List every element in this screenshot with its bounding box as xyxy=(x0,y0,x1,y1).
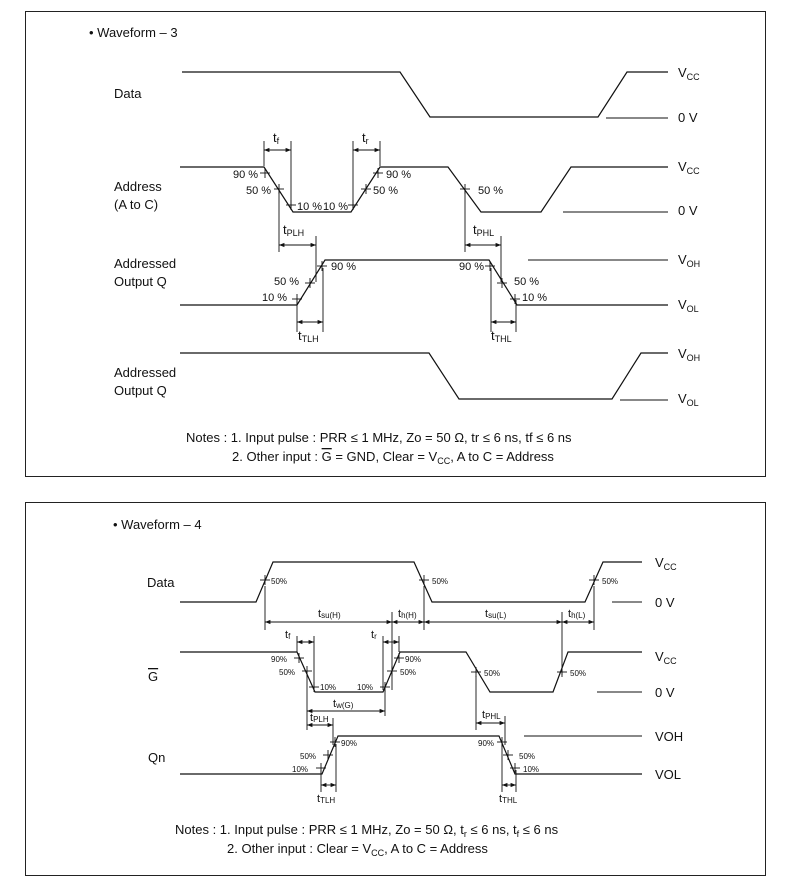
out-pct-90-fall: 90 % xyxy=(459,261,485,273)
addr-pct-50-fall: 50 % xyxy=(246,185,272,197)
label-th-h: th(H) xyxy=(398,608,417,620)
level-0v: 0 V xyxy=(678,110,698,125)
out-pct-10: 10 % xyxy=(262,292,288,304)
p2-label-data: Data xyxy=(147,575,175,590)
addr-pct-10-low: 10 % xyxy=(297,201,323,213)
out-pct-50: 50 % xyxy=(274,276,300,288)
p2-level-vcc-2: $V_{CC}$ xyxy=(655,649,677,666)
addressed-output-waveform xyxy=(180,260,668,305)
panel2-title: • Waveform – 4 xyxy=(113,517,202,532)
out-pct-50-fall: 50 % xyxy=(514,276,540,288)
p2-label-tplh: tPLH xyxy=(310,712,329,724)
out-pct-90: 90 % xyxy=(331,261,357,273)
data-waveform-3 xyxy=(182,72,668,118)
level-0v-2: 0 V xyxy=(678,203,698,218)
p2-label-tthl: tTHL xyxy=(499,793,518,805)
panel1-title: • Waveform – 3 xyxy=(89,25,178,40)
data-waveform-4 xyxy=(180,562,642,602)
p2-tf-dimension xyxy=(297,636,314,690)
g-pct-50-rise2: 50% xyxy=(570,669,587,678)
addr-pct-90-rise: 90 % xyxy=(386,169,412,181)
addr-pct-50-rise: 50 % xyxy=(373,185,399,197)
p2-level-0v: 0 V xyxy=(655,595,675,610)
level-voh-2: $V_{OH}$ xyxy=(678,346,701,363)
panel-waveform-3 xyxy=(26,12,766,477)
tthl-dimension xyxy=(491,268,516,332)
qn-waveform xyxy=(180,736,642,774)
label-tthl: tTHL xyxy=(491,328,512,344)
qn-pct-90: 90% xyxy=(341,739,358,748)
label-tf: tf xyxy=(273,130,280,146)
p2-level-0v-2: 0 V xyxy=(655,685,675,700)
panel2-notes-1: Notes : 1. Input pulse : PRR ≤ 1 MHz, Zo = 50 Ω, $t_r \le 6$ ns, $t_f \le 6$ ns xyxy=(175,822,559,839)
ttlh-dimension xyxy=(297,268,323,332)
p2-label-g: G xyxy=(148,669,159,684)
g-pct-90-rise: 90% xyxy=(405,655,422,664)
level-vcc: $V_{CC}$ xyxy=(678,65,700,82)
qn-pct-50-fall: 50% xyxy=(519,752,536,761)
p2-tr-dimension xyxy=(383,636,399,690)
panel2-notes-2: 2. Other input : Clear = $V_{CC}$, A to C = Address xyxy=(227,841,488,858)
label-tw: tw(G) xyxy=(333,698,354,710)
label-tplh: tPLH xyxy=(283,222,305,238)
out-pct-10-fall: 10 % xyxy=(522,292,548,304)
label-output-q: Output Q xyxy=(114,274,167,289)
addr-pct-90-fall: 90 % xyxy=(233,169,259,181)
panel1-notes-1: Notes : 1. Input pulse : PRR ≤ 1 MHz, Zo = 50 Ω, tr ≤ 6 ns, tf ≤ 6 ns xyxy=(186,430,572,445)
label-tsu-l: tsu(L) xyxy=(485,608,507,620)
qn-pct-10: 10% xyxy=(292,765,309,774)
p2-label-ttlh: tTLH xyxy=(317,793,336,805)
p2-label-tr: tr xyxy=(371,629,377,641)
level-vcc-2: $V_{CC}$ xyxy=(678,159,700,176)
p2-label-tphl: tPHL xyxy=(482,709,501,721)
g-pct-50-fall2: 50% xyxy=(484,669,501,678)
p2-label-qn: Qn xyxy=(148,750,166,765)
tf-dimension xyxy=(264,141,291,210)
p2-data-pct-50-a: 50% xyxy=(271,577,288,586)
level-vol-2: $V_{OL}$ xyxy=(678,391,699,408)
label-data: Data xyxy=(114,86,142,101)
tr-dimension xyxy=(353,141,380,210)
label-ttlh: tTLH xyxy=(298,328,319,344)
level-voh: $V_{OH}$ xyxy=(678,252,701,269)
level-vol: $V_{OL}$ xyxy=(678,297,699,314)
qn-pct-10-fall: 10% xyxy=(523,765,540,774)
g-pct-90-fall: 90% xyxy=(271,655,288,664)
qn-pct-90-fall: 90% xyxy=(478,739,495,748)
p2-level-vol: VOL xyxy=(655,767,682,782)
p2-level-voh: VOH xyxy=(655,729,684,744)
label-address: Address xyxy=(114,179,162,194)
p2-data-pct-50-c: 50% xyxy=(602,577,619,586)
p2-data-pct-50-b: 50% xyxy=(432,577,449,586)
g-pct-10-fall: 10% xyxy=(320,683,337,692)
label-tr: tr xyxy=(362,130,369,146)
g-pct-50-fall: 50% xyxy=(279,668,296,677)
panel1-notes-2: 2. Other input : G = GND, Clear = $V_{CC}$, A to C = Address xyxy=(232,449,554,466)
p2-label-tf: tf xyxy=(285,629,291,641)
p2-tphl-dimension xyxy=(476,676,505,745)
label-th-l: th(L) xyxy=(568,608,586,620)
qn-pct-50: 50% xyxy=(300,752,317,761)
label-address-sub: (A to C) xyxy=(114,197,159,212)
label-addressed-2: Addressed xyxy=(114,365,177,380)
g-pct-10-rise: 10% xyxy=(357,683,374,692)
addr-pct-10-rise: 10 % xyxy=(323,201,349,213)
p2-level-vcc: $V_{CC}$ xyxy=(655,555,677,572)
label-tphl: tPHL xyxy=(473,222,495,238)
label-addressed: Addressed xyxy=(114,256,177,271)
g-pct-50-rise: 50% xyxy=(400,668,417,677)
addressed-output-waveform-2 xyxy=(180,353,668,400)
label-tsu-h: tsu(H) xyxy=(318,608,341,620)
addr-pct-50-fall2: 50 % xyxy=(478,185,504,197)
label-output-q-2: Output Q xyxy=(114,383,167,398)
